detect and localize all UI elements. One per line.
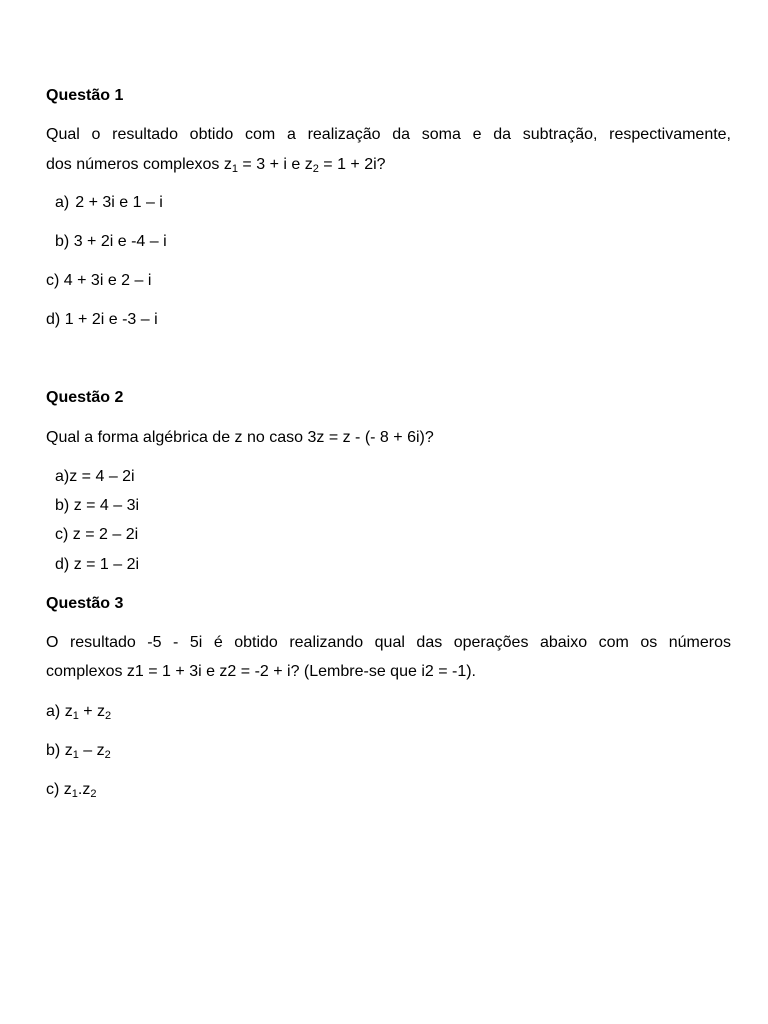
question-1-heading: Questão 1 — [46, 87, 124, 104]
question-1-option-d: d) 1 + 2i e -3 – i — [46, 311, 158, 328]
question-2-heading: Questão 2 — [46, 389, 124, 406]
question-3-heading: Questão 3 — [46, 595, 124, 612]
question-1-stem-line-1: Qual o resultado obtido com a realização da soma e da subtração, respectivamente, — [46, 126, 731, 143]
question-2-stem: Qual a forma algébrica de z no caso 3z = z - (- 8 + 6i)? — [46, 429, 434, 446]
question-1-option-b: b) 3 + 2i e -4 – i — [55, 233, 167, 250]
question-2-option-d: d) z = 1 – 2i — [55, 556, 140, 573]
question-3-stem-line-1: O resultado -5 - 5i é obtido realizando qual das operações abaixo com os números — [46, 634, 731, 651]
question-1-option-c: c) 4 + 3i e 2 – i — [46, 272, 152, 289]
question-3-option-b: b) $z_1 - z_2$ — [46, 742, 111, 761]
question-2-option-b: b) z = 4 – 3i — [55, 497, 140, 514]
question-2-option-c: c) z = 2 – 2i — [55, 526, 139, 543]
question-3-option-a: a) $z_1 + z_2$ — [46, 703, 112, 722]
question-3-stem-line-2: complexos z1 = 1 + 3i e z2 = -2 + i? (Lembre-se que i2 = -1). — [46, 663, 476, 680]
question-1-option-a: a) 2 + 3i e 1 – i — [55, 194, 163, 211]
question-2-option-a: a)z = 4 – 2i — [55, 468, 135, 485]
question-3-option-c: c) $z_1.z_2$ — [46, 781, 97, 800]
question-1-stem-line-2: dos números complexos $z_1 = 3 + i$ e $z_2 = 1 + 2i$? — [46, 156, 386, 175]
